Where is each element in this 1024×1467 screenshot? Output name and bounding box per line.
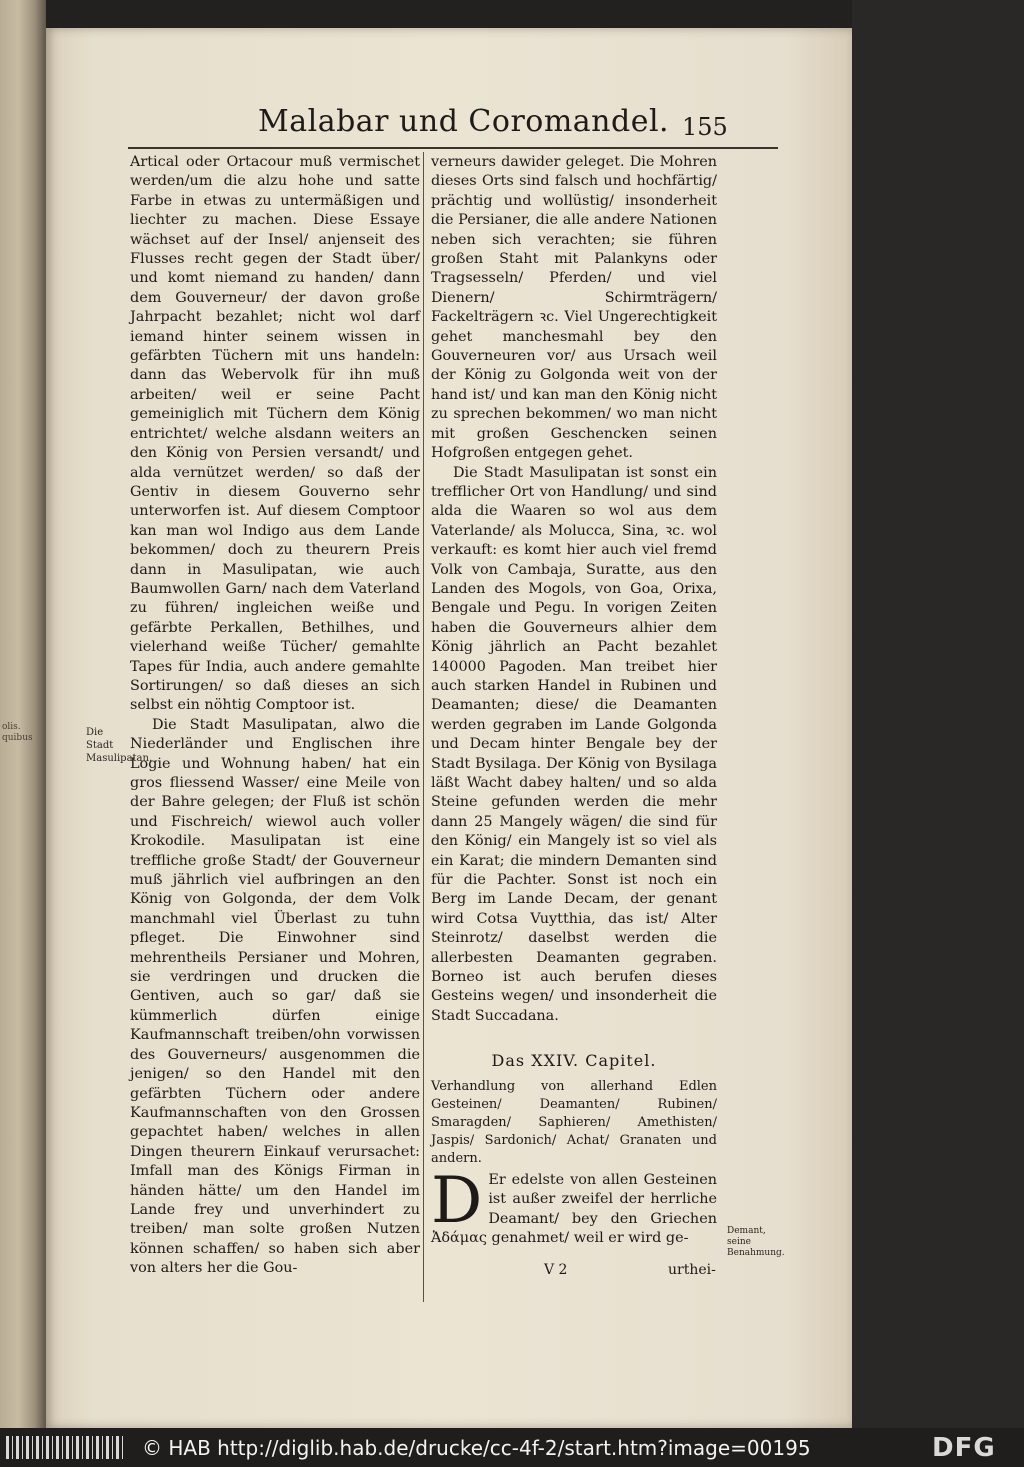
dfg-logo: DFG: [932, 1433, 996, 1463]
left-paragraph-2: Die Stadt Masulipatan, alwo die Niederländer und Englischen ihre Logie und Wohnung haben/ hat ein gros fliessend Wasser/ eine Meile von der Bahre gelegen; der Fluß ist schön und Fischreich/ wiewol auch voller Krokodile. Masulipatan ist eine treffliche große Stadt/ der Gouverneur muß jährlich viel aufbringen an den König von Golgonda, der dem Volk manchmahl viel Überlast zu tuhn pfleget. Die Einwohner sind mehrentheils Persianer und Mohren, sie verdringen und drucken die Gentiven, auch so gar/ daß sie kümmerlich dürfen einige Kaufmannschaft treiben/ohn vorwissen des Gouverneurs/ ausgenommen die jenigen/ so den Handel mit den gefärbten Tüchern oder andere Kaufmannschaften von den Grossen gepachtet haben/ welches in allen Dingen theurern Einkauf verursachet: Imfall man des Königs Firman in händen hätte/ um den Handel im Lande frey und unverhindert zu treiben/ man solte großen Nutzen können schaffen/ so haben sich aber von alters her die Gou-: [130, 716, 420, 1277]
footer-bar: [0, 1428, 1024, 1467]
header-rule: [128, 147, 778, 149]
column-divider: [423, 152, 424, 1302]
book-page: [46, 28, 852, 1428]
barcode-icon: [6, 1436, 124, 1459]
catchword: urthei-: [668, 1262, 716, 1278]
copyright-link[interactable]: © HAB http://diglib.hab.de/drucke/cc-4f-2/start.htm?image=00195: [142, 1436, 811, 1460]
right-paragraph-1: verneurs dawider geleget. Die Mohren dieses Orts sind falsch und hochfärtig/ prächtig und wollüstig/ insonderheit die Persianer, die alle andere Nationen neben sich verachten; sie führen großen Staht mit Palankyns oder Tragsesseln/ Pferden/ und viel Dienern/ Schirmträgern/ Fackelträgern ꝛc. Viel Ungerechtigkeit gehet manchesmahl bey den Gouverneuren vor/ aus Ursach weil der König zu Golgonda weit von der hand ist/ und kan man den König nicht zu sprechen bekommen/ wo man nicht mit großen Geschencken seinen Hofgroßen entgegen gehet.: [431, 154, 717, 462]
chapter-summary: Verhandlung von allerhand Edlen Gesteinen/ Deamanten/ Rubinen/ Smaragden/ Saphieren/ Amethisten/ Jaspis/ Sardonich/ Achat/ Granaten und andern.: [431, 1079, 717, 1166]
margin-note-right: Demant, seine Benahmung.: [727, 1226, 785, 1258]
page-number: 155: [682, 113, 728, 141]
previous-page-edge: [0, 0, 46, 1428]
running-title: Malabar und Coromandel.: [258, 104, 670, 139]
chapter-body-text: Er edelste von allen Gesteinen ist außer zweifel der herrliche Deamant/ bey den Griechen Ἀδάμας genahmet/ weil er wird ge-: [431, 1172, 717, 1247]
margin-note-left: Die Stadt Masulipatan.: [86, 727, 153, 764]
scan-right-background: [852, 0, 1024, 1428]
right-paragraph-2: Die Stadt Masulipatan ist sonst ein trefflicher Ort von Handlung/ und sind alda die Waaren so wol aus dem Vaterlande/ als Molucca, Sina, ꝛc. wol verkauft: es komt hier auch viel fremd Volk von Cambaja, Suratte, aus den Landen des Mogols, von Goa, Orixa, Bengale und Pegu. In vorigen Zeiten haben die Gouverneurs alhier dem König jährlich an Pacht bezahlet 140000 Pagoden. Man treibet hier auch starken Handel in Rubinen und Deamanten; diese/ die Deamanten werden gegraben im Lande Golgonda und Decam hinter Bengale bey der Stadt Bysilaga. Der König von Bysilaga läßt Wacht dabey halten/ und so alda Steine gefunden werden die mehr dann 25 Mangely wägen/ die sind für den König/ ein Mangely ist so viel als ein Karat; die mindern Demanten sind für die Pachter. Sonst ist noch ein Berg im Lande Decam, der genant wird Cotsa Vuytthia, das ist/ Alter Steinrotz/ daselbst werden die allerbesten Deamanten gegraben. Borneo ist auch berufen dieses Gesteins wegen/ und insonderheit die Stadt Succadana.: [431, 464, 717, 1024]
chapter-body: [431, 1164, 717, 1249]
chapter-title: Das XXIV. Capitel.: [491, 1051, 657, 1070]
right-column: [431, 153, 717, 1026]
signature-mark: V 2: [544, 1262, 568, 1278]
left-paragraph-1: Artical oder Ortacour muß vermischet werden/um die alzu hohe und satte Farbe in etwas zu untermäßigen und liechter zu machen. Diese Essaye wächset auf der Insel/ anjenseit des Flusses recht gegen der Stadt über/ und komt niemand zu handen/ dann dem Gouverneur/ der davon große Jahrpacht bezahlet; nicht wol darf iemand hinter seinem wissen in gefärbten Tüchern mit uns handeln: dann das Webervolk für ihn muß arbeiten/ weil er seine Pacht gemeiniglich mit Tüchern dem König entrichtet/ welche alsdann weiters an den König von Persien versandt/ und alda vernützet werden/ so daß der Gentiv in diesem Gouverno sehr unterworfen ist. Auf diesem Comptoor kan man wol Indigo aus dem Lande bekommen/ doch zu theurern Preis dann in Masulipatan, wie auch Baumwollen Garn/ nach dem Vaterland zu führen/ ingleichen weiße und gefärbte Perkallen, Bethilhes, und vielerhand weiße Tücher/ gemahlte Tapes für India, auch andere gemahlte Sortirungen/ so daß dieses an sich selbst ein nöhtig Comptoor ist.: [130, 154, 420, 714]
previous-page-margin-text: olis. quibus: [2, 722, 33, 743]
left-column: [130, 153, 420, 1279]
drop-cap: D: [431, 1164, 483, 1238]
